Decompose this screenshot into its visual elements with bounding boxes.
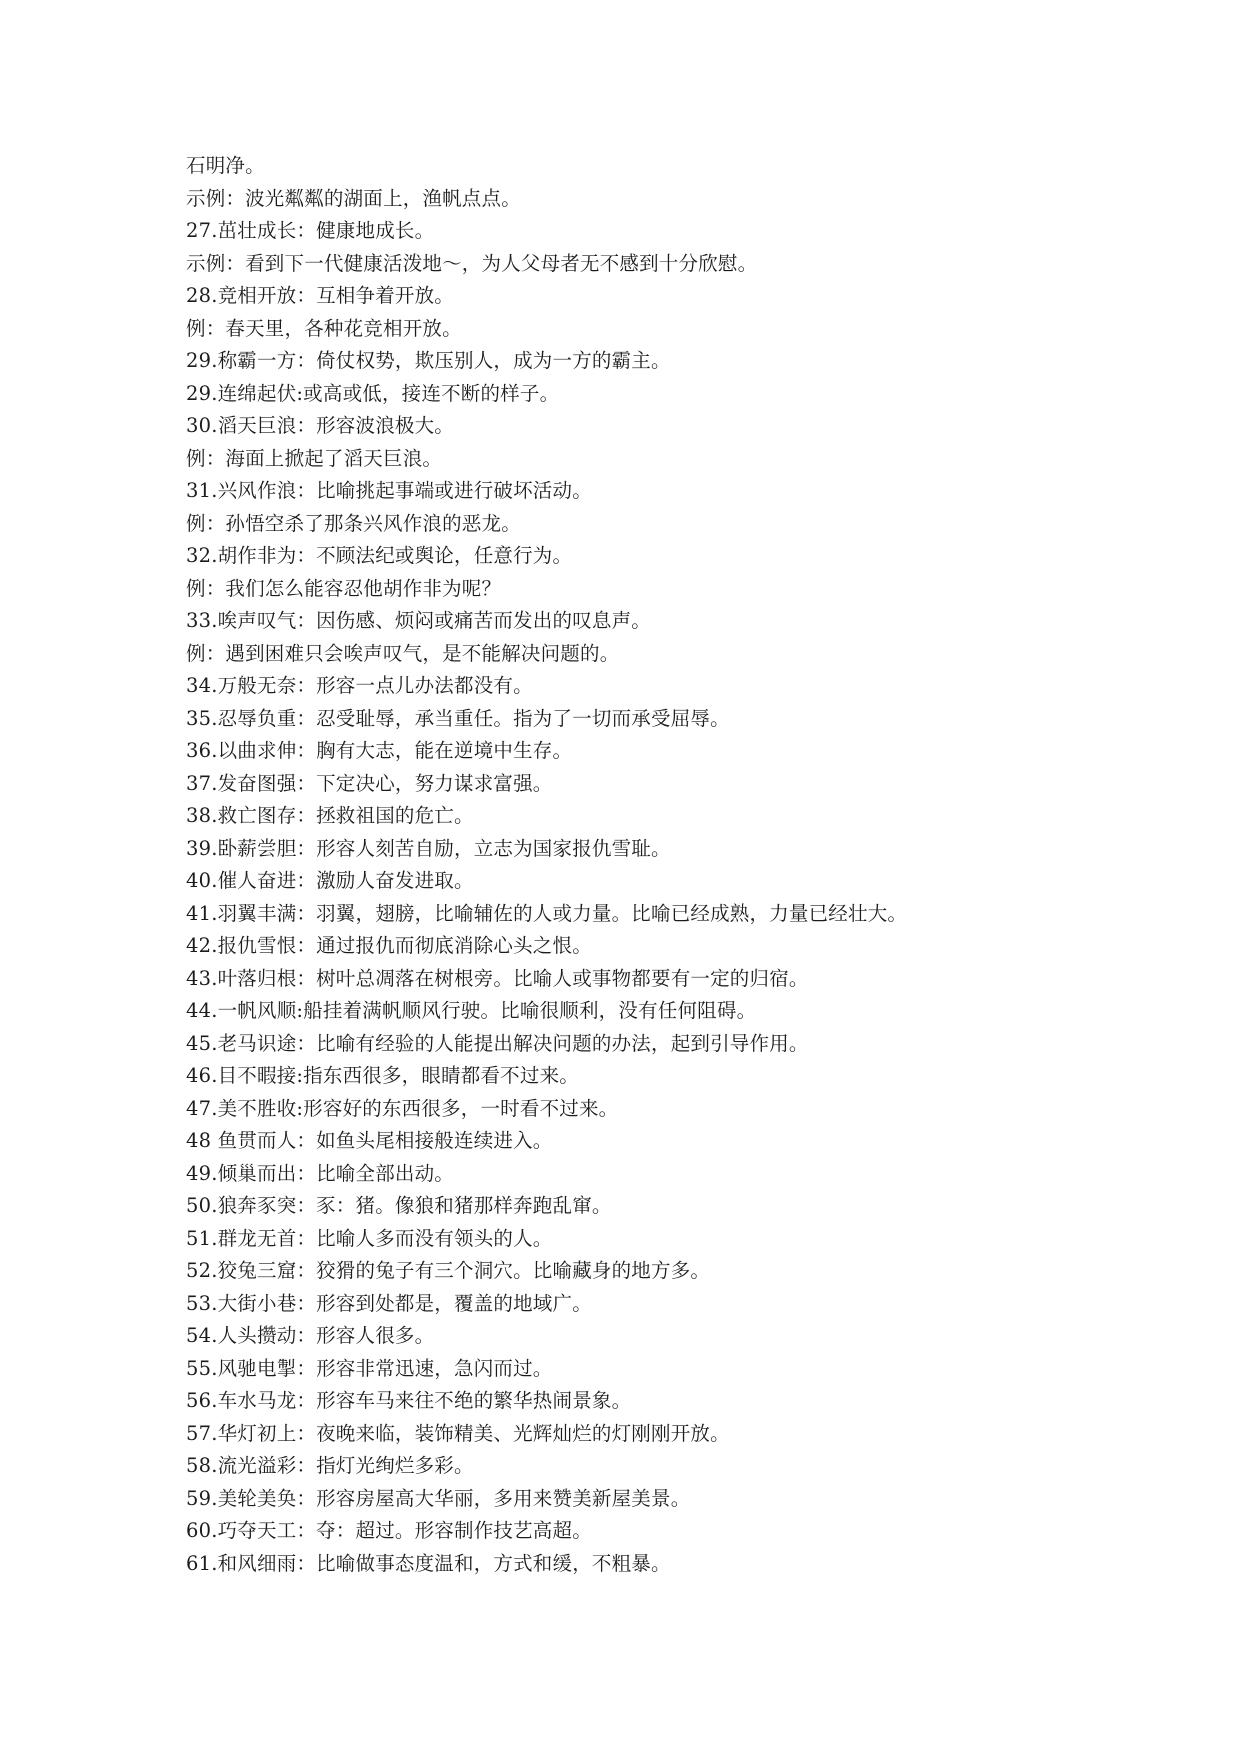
text-line: 56.车水马龙：形容车马来往不绝的繁华热闹景象。	[186, 1389, 632, 1412]
text-line: 55.风驰电掣：形容非常迅速，急闪而过。	[186, 1356, 553, 1380]
text-line: 60.巧夺天工：夺：超过。形容制作技艺高超。	[186, 1519, 592, 1542]
text-line: 58.流光溢彩：指灯光绚烂多彩。	[186, 1454, 474, 1477]
text-line: 47.美不胜收:形容好的东西很多，一时看不过来。	[186, 1096, 619, 1120]
text-line: 34.万般无奈：形容一点儿办法都没有。	[186, 674, 533, 697]
text-line: 59.美轮美奂：形容房屋高大华丽，多用来赞美新屋美景。	[186, 1486, 691, 1510]
text-line: 43.叶落归根：树叶总凋落在树根旁。比喻人或事物都要有一定的归宿。	[186, 966, 809, 990]
text-line: 32.胡作非为：不顾法纪或舆论，任意行为。	[186, 544, 573, 567]
text-line: 44.一帆风顺:船挂着满帆顺风行驶。比喻很顺利，没有任何阻碍。	[186, 999, 757, 1022]
text-line: 53.大街小巷：形容到处都是，覆盖的地域广。	[186, 1291, 592, 1315]
text-line: 38.救亡图存：拯救祖国的危亡。	[186, 804, 474, 827]
text-line: 例：遇到困难只会唉声叹气，是不能解决问题的。	[186, 641, 620, 665]
text-line: 37.发奋图强：下定决心，努力谋求富强。	[186, 771, 553, 795]
text-line: 30.滔天巨浪：形容波浪极大。	[186, 414, 455, 437]
text-line: 例：春天里，各种花竞相开放。	[186, 316, 462, 340]
text-line: 57.华灯初上：夜晚来临，装饰精美、光辉灿烂的灯刚刚开放。	[186, 1421, 730, 1445]
text-line: 例：我们怎么能容忍他胡作非为呢？	[186, 576, 502, 600]
text-line: 52.狡兔三窟：狡猾的兔子有三个洞穴。比喻藏身的地方多。	[186, 1259, 711, 1282]
text-line: 33.唉声叹气：因伤感、烦闷或痛苦而发出的叹息声。	[186, 609, 652, 632]
text-line: 31.兴风作浪：比喻挑起事端或进行破坏活动。	[186, 479, 592, 502]
text-line: 36.以曲求伸：胸有大志，能在逆境中生存。	[186, 739, 573, 762]
text-line: 42.报仇雪恨：通过报仇而彻底消除心头之恨。	[186, 934, 592, 957]
text-line: 石明净。	[186, 154, 265, 177]
text-line: 45.老马识途：比喻有经验的人能提出解决问题的办法，起到引导作用。	[186, 1031, 809, 1055]
text-line: 51.群龙无首：比喻人多而没有领头的人。	[186, 1226, 553, 1250]
text-line: 29.连绵起伏:或高或低，接连不断的样子。	[186, 381, 560, 405]
text-line: 27.茁壮成长：健康地成长。	[186, 219, 435, 242]
text-line: 49.倾巢而出：比喻全部出动。	[186, 1161, 455, 1185]
text-line: 例：海面上掀起了滔天巨浪。	[186, 446, 443, 470]
text-line: 示例：看到下一代健康活泼地～，为人父母者无不感到十分欣慰。	[186, 251, 758, 275]
text-line: 28.竞相开放：互相争着开放。	[186, 284, 455, 307]
text-line: 39.卧薪尝胆：形容人刻苦自励，立志为国家报仇雪耻。	[186, 836, 671, 860]
text-line: 48 鱼贯而人：如鱼头尾相接般连续进入。	[186, 1129, 553, 1152]
text-line: 示例：波光粼粼的湖面上，渔帆点点。	[186, 186, 521, 210]
text-line: 35.忍辱负重：忍受耻辱，承当重任。指为了一切而承受屈辱。	[186, 706, 730, 730]
text-line: 40.催人奋进：激励人奋发进取。	[186, 869, 474, 892]
text-line: 54.人头攒动：形容人很多。	[186, 1324, 435, 1347]
text-line: 61.和风细雨：比喻做事态度温和，方式和缓，不粗暴。	[186, 1551, 671, 1575]
text-line: 41.羽翼丰满：羽翼，翅膀，比喻辅佐的人或力量。比喻已经成熟，力量已经壮大。	[186, 901, 908, 925]
text-line: 例：孙悟空杀了那条兴风作浪的恶龙。	[186, 511, 521, 535]
text-line: 46.目不暇接:指东西很多，眼睛都看不过来。	[186, 1064, 579, 1087]
idiom-list	[186, 150, 1186, 1580]
text-line: 50.狼奔豕突：豕：猪。像狼和猪那样奔跑乱窜。	[186, 1194, 612, 1217]
text-line: 29.称霸一方：倚仗权势，欺压别人，成为一方的霸主。	[186, 349, 671, 372]
